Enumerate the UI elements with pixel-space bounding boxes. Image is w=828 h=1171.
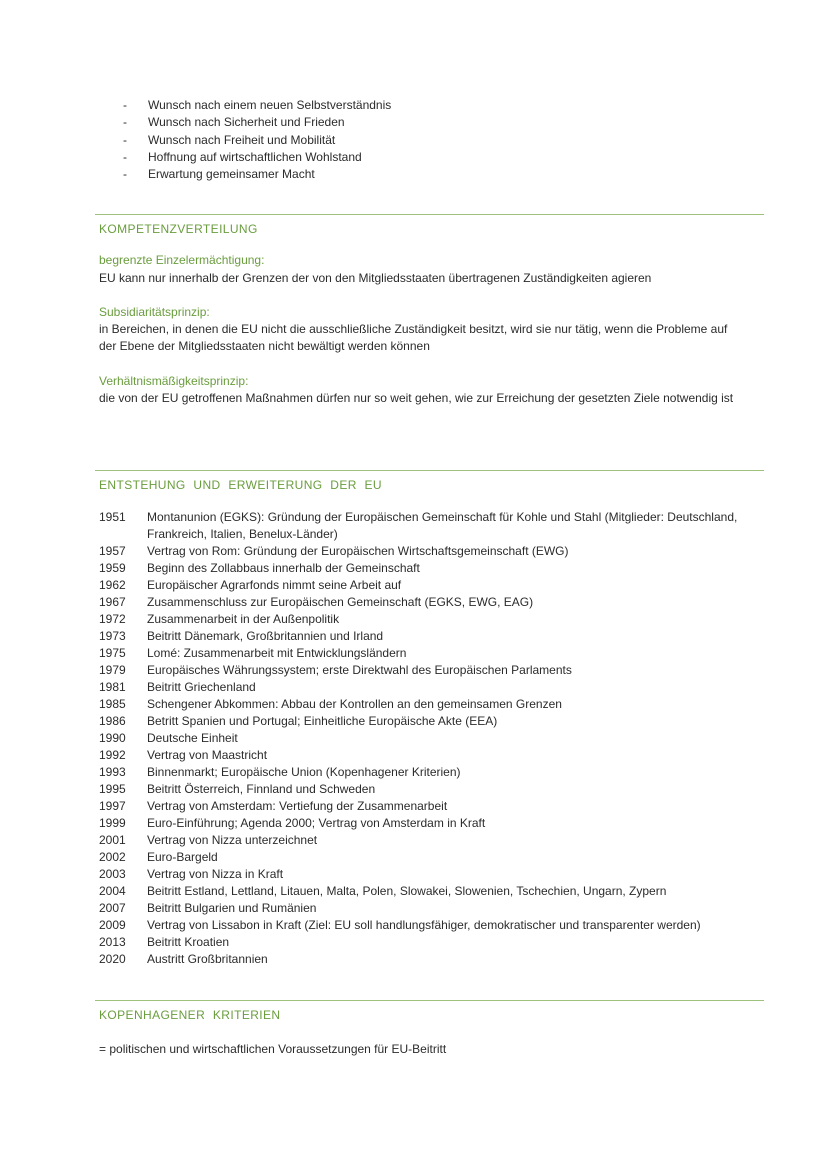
timeline-text: Vertrag von Amsterdam: Vertiefung der Zusammenarbeit [147,799,448,813]
timeline-year: 2002 [99,850,126,864]
list-item-text: Wunsch nach einem neuen Selbstverständnis [148,98,392,112]
timeline-text: Vertrag von Maastricht [147,748,268,762]
timeline-row [99,577,739,594]
timeline-row [99,560,739,577]
principle-title: Subsidiaritätsprinzip: [99,305,210,319]
timeline-row [99,900,739,917]
timeline-text: Beitritt Dänemark, Großbritannien und Irland [147,629,384,643]
timeline-text: Austritt Großbritannien [147,952,268,966]
timeline-year: 2004 [99,884,126,898]
timeline-year: 2003 [99,867,126,881]
timeline-year: 1986 [99,714,126,728]
timeline-text: Betritt Spanien und Portugal; Einheitliche Europäische Akte (EEA) [147,714,498,728]
timeline-text: Europäischer Agrarfonds nimmt seine Arbeit auf [147,578,402,592]
section-heading-kompetenz: KOMPETENZVERTEILUNG [99,222,258,236]
timeline-row [99,849,739,866]
bullet-dash: - [123,115,127,130]
timeline-row [99,713,739,730]
bullet-dash: - [123,167,127,182]
section-heading-entstehung: ENTSTEHUNG UND ERWEITERUNG DER EU [99,478,382,492]
timeline-year: 1999 [99,816,126,830]
timeline-row [99,662,739,679]
timeline-year: 1992 [99,748,126,762]
timeline-text: Vertrag von Nizza unterzeichnet [147,833,318,847]
timeline-text: Zusammenarbeit in der Außenpolitik [147,612,340,626]
timeline-row [99,866,739,883]
timeline-row [99,696,739,713]
timeline-row [99,832,739,849]
timeline-text: Schengener Abkommen: Abbau der Kontrollen an den gemeinsamen Grenzen [147,697,562,711]
timeline-year: 1981 [99,680,126,694]
timeline-row [99,645,739,662]
timeline-year: 1957 [99,544,126,558]
timeline-year: 2001 [99,833,126,847]
bullet-dash: - [123,132,127,147]
timeline-row [99,611,739,628]
list-item-text: Wunsch nach Freiheit und Mobilität [148,132,336,147]
principle-text: in Bereichen, in denen die EU nicht die ausschließliche Zuständigkeit besitzt, wird sie nur tätig, wenn die Probleme auf der Ebene der Mitgliedsstaaten nicht bewältigt werden können [99,322,728,353]
principle-text: die von der EU getroffenen Maßnahmen dürfen nur so weit gehen, wie zur Erreichung der gesetzten Ziele notwendig ist [99,391,734,405]
timeline-year: 1997 [99,799,126,813]
timeline-year: 1995 [99,782,126,796]
timeline-text: Beginn des Zollabbaus innerhalb der Gemeinschaft [147,561,420,575]
principle-title: Verhältnismäßigkeitsprinzip: [99,374,249,388]
timeline-text: Lomé: Zusammenarbeit mit Entwicklungsländern [147,646,407,660]
timeline-year: 1985 [99,697,126,711]
timeline-year: 1993 [99,765,126,779]
section-heading-kopenhagen: KOPENHAGENER KRITERIEN [99,1008,281,1022]
timeline-year: 1973 [99,629,126,643]
timeline-year: 2007 [99,901,126,915]
section-divider [95,214,764,215]
timeline-text: Vertrag von Nizza in Kraft [147,867,284,881]
timeline-row [99,815,739,832]
timeline-text: Beitritt Griechenland [147,680,256,694]
timeline-row [99,730,739,747]
section-divider [95,1000,764,1001]
list-item-text: Erwartung gemeinsamer Macht [148,167,315,182]
timeline-row [99,917,739,934]
timeline-row [99,883,739,900]
timeline-text: Deutsche Einheit [147,731,238,745]
timeline-text: Beitritt Kroatien [147,935,230,949]
timeline-year: 2020 [99,952,126,966]
timeline-year: 1972 [99,612,126,626]
timeline-year: 2009 [99,918,126,932]
list-item-text: Hoffnung auf wirtschaftlichen Wohlstand [148,149,362,164]
timeline-row [99,764,739,781]
timeline-text: Vertrag von Lissabon in Kraft (Ziel: EU soll handlungsfähiger, demokratischer und transparenter werden) [147,918,701,932]
timeline-year: 1990 [99,731,126,745]
section-divider [95,470,764,471]
principle-text: EU kann nur innerhalb der Grenzen der von den Mitgliedsstaaten übertragenen Zuständigkeiten agieren [99,271,652,285]
timeline-text: Zusammenschluss zur Europäischen Gemeinschaft (EGKS, EWG, EAG) [147,595,534,609]
timeline-year: 1951 [99,510,126,524]
bullet-dash: - [123,98,127,112]
timeline-row [99,934,739,951]
timeline-text: Montanunion (EGKS): Gründung der Europäischen Gemeinschaft für Kohle und Stahl (Mitglieder: Deutschland, Frankreich, Italien, Benelux-Länder) [147,510,738,541]
timeline-row [99,747,739,764]
timeline-year: 1962 [99,578,126,592]
timeline-row [99,798,739,815]
timeline [99,509,739,968]
timeline-year: 1959 [99,561,126,575]
timeline-row [99,509,739,543]
timeline-text: Beitritt Estland, Lettland, Litauen, Malta, Polen, Slowakei, Slowenien, Tschechien, Ungarn, Zypern [147,884,667,898]
timeline-text: Binnenmarkt; Europäische Union (Kopenhagener Kriterien) [147,765,461,779]
timeline-row [99,951,739,968]
criteria-definition: = politischen und wirtschaftlichen Voraussetzungen für EU-Beitritt [99,1042,447,1056]
list-item-text: Wunsch nach Sicherheit und Frieden [148,115,345,130]
timeline-row [99,543,739,560]
timeline-year: 1967 [99,595,126,609]
timeline-text: Euro-Einführung; Agenda 2000; Vertrag von Amsterdam in Kraft [147,816,486,830]
timeline-text: Beitritt Bulgarien und Rumänien [147,901,317,915]
timeline-row [99,679,739,696]
timeline-row [99,594,739,611]
timeline-text: Vertrag von Rom: Gründung der Europäischen Wirtschaftsgemeinschaft (EWG) [147,544,569,558]
timeline-year: 2013 [99,935,126,949]
timeline-row [99,781,739,798]
timeline-year: 1979 [99,663,126,677]
timeline-row [99,628,739,645]
timeline-text: Beitritt Österreich, Finnland und Schweden [147,782,376,796]
timeline-text: Europäisches Währungssystem; erste Direktwahl des Europäischen Parlaments [147,663,572,677]
principle-title: begrenzte Einzelermächtigung: [99,253,265,267]
bullet-dash: - [123,149,127,164]
timeline-year: 1975 [99,646,126,660]
timeline-text: Euro-Bargeld [147,850,218,864]
